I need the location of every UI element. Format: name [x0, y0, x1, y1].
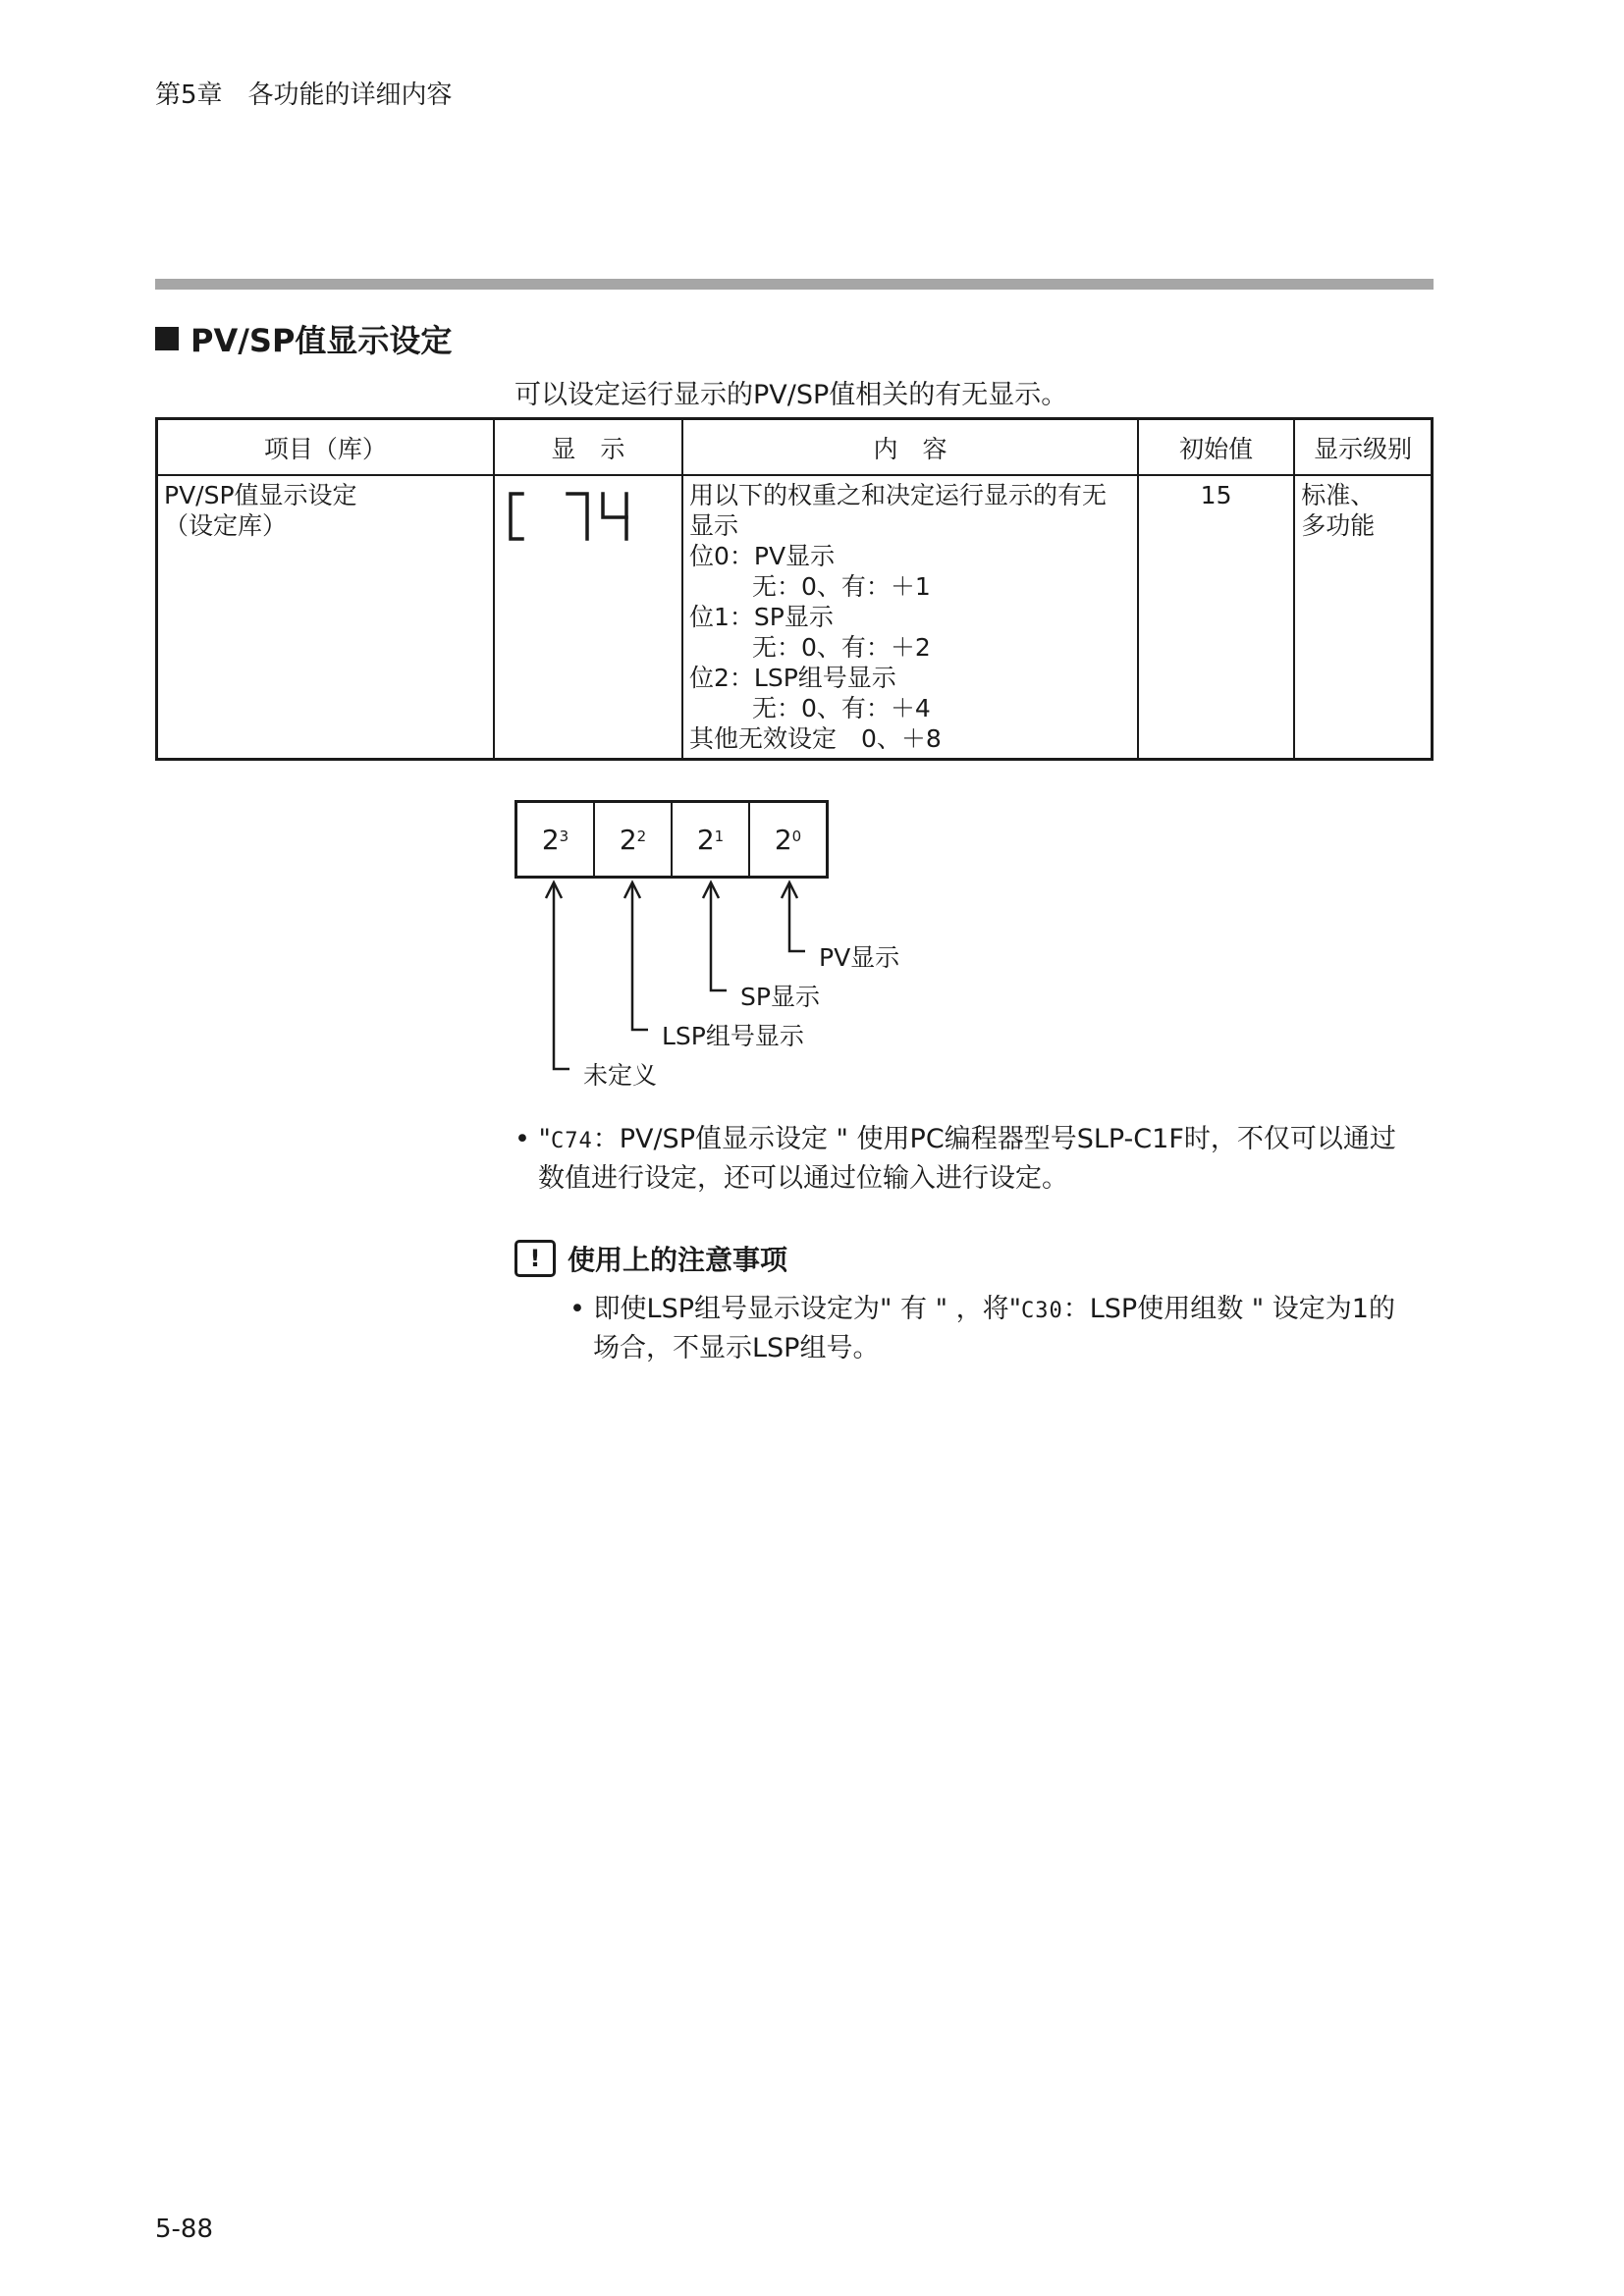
level-line: 标准、 — [1301, 481, 1376, 509]
caution-heading — [514, 1239, 787, 1278]
bit1-label: SP显示 — [740, 983, 820, 1011]
caution-line-1: • 即使LSP组号显示设定为" 有 " ，将"C30：LSP使用组数 " 设定为1的 — [569, 1294, 1395, 1324]
seven-segment-display — [505, 488, 632, 547]
caution-paragraph — [569, 1291, 1434, 1367]
caution-icon: ! — [514, 1240, 556, 1277]
item-bank: （设定库） — [164, 511, 288, 540]
table-row — [157, 475, 1433, 760]
caution-title: 使用上的注意事项 — [568, 1244, 788, 1276]
bullet: • — [514, 1124, 530, 1154]
header-level: 显示级别 — [1294, 419, 1432, 476]
caution-line-2: 场合，不显示LSP组号。 — [593, 1333, 880, 1363]
bit3-label: 未定义 — [583, 1061, 658, 1090]
section-title — [155, 316, 452, 361]
parameter-table — [155, 417, 1434, 761]
content-line: 其他无效设定 0、＋8 — [689, 724, 942, 753]
bit2-leader-line — [632, 882, 648, 1030]
bit-2-cell: 2 $^2$ — [595, 803, 673, 876]
bit3-leader-line — [554, 882, 569, 1069]
chapter-header: 第5章 各功能的详细内容 — [155, 80, 453, 110]
bit1-leader-line — [711, 882, 727, 990]
bit0-arrow — [750, 879, 809, 967]
parameter-code: C74 — [550, 1129, 593, 1153]
bullet: • — [569, 1294, 585, 1324]
table-header-row — [157, 419, 1433, 476]
bit2-label: LSP组号显示 — [662, 1022, 804, 1050]
content-line: 位0：PV显示 — [689, 542, 836, 570]
item-name: PV/SP值显示设定 — [164, 481, 357, 509]
section-divider — [155, 279, 1434, 290]
header-item: 项目（库） — [157, 419, 494, 476]
header-content: 内 容 — [682, 419, 1138, 476]
bit-0-cell: 2 $^0$ — [774, 823, 802, 856]
note-line-2: 数值进行设定，还可以通过位输入进行设定。 — [538, 1163, 1068, 1194]
parameter-code: C30 — [1021, 1299, 1063, 1323]
display-cell — [494, 475, 682, 760]
header-display: 显 示 — [494, 419, 682, 476]
square-bullet-icon — [155, 327, 179, 350]
content-line: 无：0、有：＋1 — [752, 572, 931, 601]
content-line: 位1：SP显示 — [689, 603, 834, 631]
note-paragraph — [514, 1121, 1437, 1198]
bit-weight-box — [514, 800, 829, 879]
header-initial: 初始值 — [1138, 419, 1294, 476]
section-title-text: PV/SP值显示设定 — [190, 322, 453, 359]
note-line-1: • "C74：PV/SP值显示设定 " 使用PC编程器型号SLP-C1F时，不仅可以通过 — [514, 1124, 1396, 1154]
content-line: 用以下的权重之和决定运行显示的有无 — [689, 481, 1108, 509]
item-cell — [157, 475, 494, 760]
bit0-label: PV显示 — [819, 943, 900, 972]
section-intro: 可以设定运行显示的PV/SP值相关的有无显示。 — [514, 380, 1068, 410]
content-line: 显示 — [689, 511, 739, 540]
content-line: 位2：LSP组号显示 — [689, 664, 896, 692]
bit-1-cell: 2 $^1$ — [673, 803, 750, 876]
content-line: 无：0、有：＋2 — [752, 633, 931, 662]
bit-3-cell: 2 $^3$ — [517, 803, 595, 876]
content-line: 无：0、有：＋4 — [752, 694, 931, 722]
content-cell — [682, 475, 1138, 760]
page-number: 5-88 — [155, 2215, 214, 2244]
initial-value-cell: 15 — [1138, 475, 1294, 760]
display-level-cell — [1294, 475, 1432, 760]
level-line: 多功能 — [1301, 511, 1376, 540]
